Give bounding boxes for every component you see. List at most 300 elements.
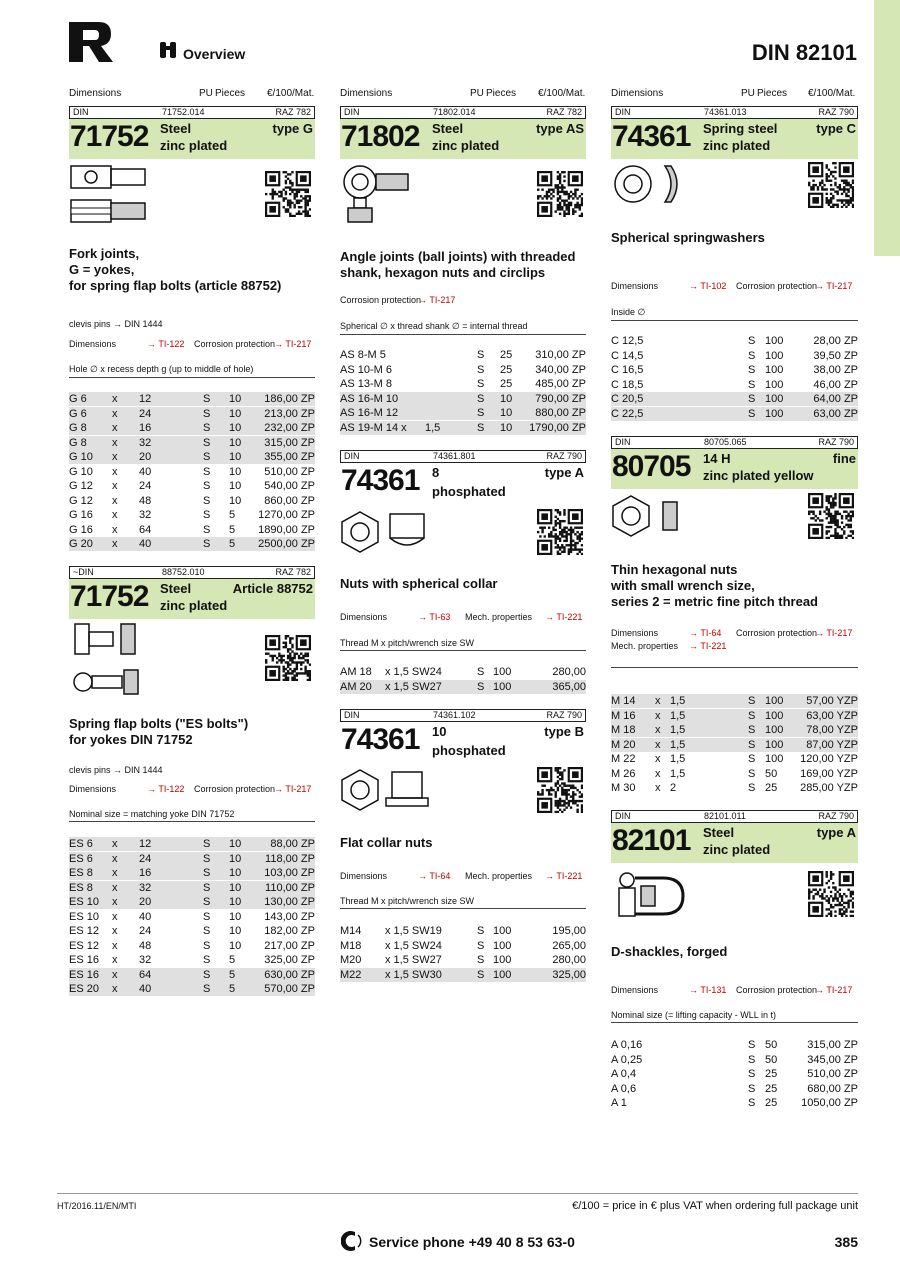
section-title-3: for spring flap bolts (article 88752) [69, 278, 282, 293]
col-head-pieces: Pieces [215, 88, 246, 99]
section-title: Thin hexagonal nuts [611, 562, 738, 577]
cell-a: C 12,5 [611, 335, 644, 347]
cell-q: 100 [493, 666, 512, 678]
col-head-price: €/100/Mat. [538, 88, 586, 99]
cell-price: 485,00 ZP [535, 378, 586, 390]
cell-b: 40 [139, 983, 152, 995]
product-number: 71802 [341, 120, 420, 153]
dimensions-label: Dimensions [611, 281, 659, 291]
cell-b: 1,5 [670, 767, 686, 780]
dimensions-label: Dimensions [611, 628, 659, 638]
raz-code: RAZ 790 [546, 710, 582, 720]
table-row [69, 537, 315, 551]
cell-x: x [112, 494, 118, 507]
col-head-price: €/100/Mat. [267, 88, 315, 99]
qr-code-icon [265, 635, 311, 681]
table-row [69, 982, 315, 996]
table-row [340, 392, 586, 406]
dimensions-link[interactable]: → TI-122 [147, 784, 185, 794]
cell-q: 10 [229, 393, 242, 405]
cell-a: ES 20 [69, 983, 99, 995]
cell-q: 100 [765, 407, 784, 420]
cell-q: 100 [765, 364, 784, 376]
cell-price: 265,00 [552, 939, 586, 952]
cell-s: S [203, 465, 211, 478]
cell-q: 100 [493, 939, 512, 952]
cell-price: 2500,00 ZP [258, 538, 315, 550]
table-row [69, 407, 315, 421]
cell-a: G 20 [69, 538, 93, 550]
cell-price: 570,00 ZP [264, 983, 315, 995]
dimensions-link[interactable]: → TI-64 [418, 871, 451, 881]
product-type: fine [832, 451, 856, 466]
cell-s: S [203, 983, 211, 995]
cell-x: x [112, 480, 118, 492]
corrosion-label: Corrosion protection [736, 628, 818, 638]
cell-q: 100 [765, 709, 784, 722]
cell-a: M 22 [611, 753, 636, 765]
col-head-pieces: Pieces [486, 88, 517, 99]
cell-x: x [112, 968, 118, 981]
table-row [69, 450, 315, 464]
cell-a: G 16 [69, 523, 93, 536]
dimensions-link[interactable]: → TI-64 [689, 628, 722, 638]
mech-link[interactable]: → TI-221 [545, 871, 583, 881]
table-row [611, 349, 858, 363]
cell-a: G 8 [69, 436, 87, 449]
cell-a: M 20 [611, 738, 636, 751]
cell-price: 1890,00 ZP [258, 523, 315, 536]
service-phone[interactable]: Service phone +49 40 8 53 63-0 [369, 1234, 575, 1250]
cell-b: 64 [139, 968, 152, 981]
cell-s: S [203, 881, 211, 894]
corrosion-label: Corrosion protection [194, 784, 276, 794]
cell-s: S [203, 896, 211, 908]
cell-b: 1,5 [425, 421, 441, 434]
cell-price: 1790,00 ZP [529, 421, 586, 434]
table-row [611, 709, 858, 723]
cell-a: M 26 [611, 767, 636, 780]
article-code: 88752.010 [162, 567, 205, 577]
product-number: 74361 [612, 120, 691, 153]
cell-a: ES 8 [69, 881, 93, 894]
cell-price: 46,00 ZP [813, 378, 858, 391]
cell-s: S [748, 393, 756, 405]
product-number: 71752 [70, 120, 149, 153]
cell-b: 24 [139, 925, 152, 937]
cell-s: S [203, 538, 211, 550]
cell-x: x [112, 538, 118, 550]
cell-s: S [748, 724, 756, 736]
cell-price: 232,00 ZP [264, 422, 315, 434]
cell-a: A 0,16 [611, 1039, 643, 1051]
din-label: DIN [344, 710, 360, 720]
din-bar [611, 436, 858, 449]
flat-collar-nut-drawing [340, 768, 430, 812]
cell-x: x [655, 738, 661, 751]
footer-note: €/100 = price in € plus VAT when ordering full package unit [572, 1200, 858, 1212]
cell-s: S [477, 421, 485, 434]
dimensions-link[interactable]: → TI-122 [147, 339, 185, 349]
cell-s: S [477, 925, 485, 937]
cell-b: 40 [139, 538, 152, 550]
cell-s: S [203, 523, 211, 536]
cell-price: 217,00 ZP [264, 939, 315, 952]
material-2: zinc plated yellow [703, 468, 814, 483]
cell-x: x [112, 939, 118, 952]
cell-x: x [655, 782, 661, 794]
cell-s: S [748, 782, 756, 794]
cell-s: S [203, 939, 211, 952]
cell-s: S [477, 939, 485, 952]
cell-q: 10 [229, 925, 242, 937]
d-shackle-drawing [611, 866, 691, 922]
clevis-note: clevis pins → DIN 1444 [69, 319, 163, 329]
cell-x: x [112, 451, 118, 463]
raz-code: RAZ 790 [818, 107, 854, 117]
cell-price: 630,00 ZP [264, 968, 315, 981]
section-title-2: shank, hexagon nuts and circlips [340, 265, 546, 280]
qr-code-icon [265, 171, 311, 217]
raz-code: RAZ 782 [275, 567, 311, 577]
cell-s: S [748, 1039, 756, 1051]
article-code: 74361.102 [433, 710, 476, 720]
cell-q: 50 [765, 767, 778, 780]
cell-q: 10 [229, 910, 242, 923]
table-row [69, 436, 315, 450]
mech-link[interactable]: → TI-221 [545, 612, 583, 622]
cell-price: 195,00 [552, 925, 586, 937]
cell-a: M 14 [611, 695, 636, 707]
table-row [611, 363, 858, 377]
cell-q: 100 [493, 954, 512, 966]
section-title: Angle joints (ball joints) with threaded [340, 249, 576, 264]
cell-x: x [112, 523, 118, 536]
cell-price: 28,00 ZP [813, 335, 858, 347]
cell-x: x [112, 954, 118, 966]
cell-s: S [748, 1082, 756, 1095]
qr-code-icon [808, 493, 854, 539]
cell-a: AM 18 [340, 666, 372, 678]
cell-a: G 12 [69, 494, 93, 507]
din-label: DIN [615, 107, 631, 117]
din-label: DIN [73, 107, 89, 117]
material-2: zinc plated [703, 138, 771, 153]
product-type: type A [816, 825, 856, 840]
corrosion-link[interactable]: → TI-217 [274, 339, 312, 349]
din-bar [69, 106, 315, 119]
cell-b: 20 [139, 451, 152, 463]
cell-q: 10 [229, 451, 242, 463]
cell-price: 38,00 ZP [813, 364, 858, 376]
cell-a: G 12 [69, 480, 93, 492]
cell-b: 1,5 [670, 695, 686, 707]
cell-q: 10 [229, 465, 242, 478]
cell-x: x [112, 925, 118, 937]
cell-a: M18 [340, 939, 362, 952]
cell-price: 510,00 ZP [807, 1068, 858, 1080]
col-head-dimensions: Dimensions [69, 88, 122, 99]
qr-code-icon [537, 509, 583, 555]
table-header: Hole ∅ x recess depth g (up to middle of hole) [69, 364, 315, 378]
table-row [69, 910, 315, 924]
cell-q: 10 [229, 852, 242, 865]
cell-a: C 14,5 [611, 349, 644, 362]
table-row [611, 767, 858, 781]
cell-a: G 10 [69, 451, 93, 463]
cell-s: S [203, 954, 211, 966]
cell-q: 10 [229, 838, 242, 850]
table-row [69, 494, 315, 508]
article-code: 74361.801 [433, 451, 476, 461]
corrosion-link[interactable]: → TI-217 [418, 295, 456, 305]
table-header: Inside ∅ [611, 307, 858, 321]
cell-s: S [477, 363, 485, 376]
cell-q: 10 [229, 407, 242, 420]
table-row [611, 1082, 858, 1096]
cell-a: M 30 [611, 782, 636, 794]
corrosion-link[interactable]: → TI-217 [815, 628, 853, 638]
cell-q: 5 [229, 523, 236, 536]
table-row [611, 752, 858, 766]
table-row [69, 523, 315, 537]
cell-price: 310,00 ZP [535, 349, 586, 361]
din-bar [69, 566, 315, 579]
cell-q: 25 [765, 1097, 778, 1109]
material-2: zinc plated [160, 598, 228, 613]
col-head-dimensions: Dimensions [340, 88, 393, 99]
mech-link[interactable]: → TI-221 [689, 641, 727, 651]
cell-price: 110,00 ZP [265, 881, 315, 894]
table-row [340, 406, 586, 420]
cell-a: AS 10-M 6 [340, 363, 392, 376]
mech-label: Mech. properties [465, 871, 533, 881]
chapter-tab [874, 0, 900, 256]
cell-s: S [748, 364, 756, 376]
section-title: Fork joints, [69, 246, 140, 261]
cell-s: S [477, 666, 485, 678]
product-type: type AS [536, 121, 584, 136]
corrosion-link[interactable]: → TI-217 [815, 281, 853, 291]
corrosion-link[interactable]: → TI-217 [815, 985, 853, 995]
material-1: 8 [432, 465, 440, 480]
cell-a: ES 12 [69, 939, 99, 952]
mech-label: Mech. properties [611, 641, 679, 651]
cell-b: 48 [139, 494, 152, 507]
cell-q: 100 [493, 680, 512, 693]
cell-q: 25 [765, 782, 778, 794]
raz-code: RAZ 782 [275, 107, 311, 117]
cell-price: 39,50 ZP [813, 349, 858, 362]
cell-q: 10 [500, 392, 513, 405]
corrosion-link[interactable]: → TI-217 [274, 784, 312, 794]
cell-q: 100 [765, 393, 784, 405]
col-head-pieces: Pieces [757, 88, 788, 99]
binoculars-icon [158, 40, 178, 60]
table-divider [611, 667, 858, 668]
clevis-note: clevis pins → DIN 1444 [69, 765, 163, 775]
fork-joint-drawing [69, 160, 149, 226]
table-row [340, 348, 586, 362]
product-number: 74361 [341, 464, 420, 497]
cell-a: M 16 [611, 709, 636, 722]
section-title: Flat collar nuts [340, 835, 433, 850]
cell-a: M22 [340, 968, 362, 981]
cell-q: 100 [765, 738, 784, 751]
cell-a: C 18,5 [611, 378, 644, 391]
cell-price: 325,00 [552, 968, 586, 981]
cell-a: ES 6 [69, 838, 93, 850]
cell-b: 1,5 [670, 738, 686, 751]
table-row [69, 392, 315, 406]
cell-a: AS 8-M 5 [340, 349, 386, 361]
cell-s: S [203, 925, 211, 937]
article-code: 74361.013 [704, 107, 747, 117]
din-label: DIN [344, 451, 360, 461]
cell-b: x 1,5 SW30 [385, 968, 442, 981]
cell-q: 25 [500, 378, 513, 390]
cell-a: ES 6 [69, 852, 93, 865]
table-header: Nominal size = matching yoke DIN 71752 [69, 809, 315, 822]
cell-price: 355,00 ZP [264, 451, 315, 463]
table-row [69, 939, 315, 953]
cell-b: x 1,5 SW27 [385, 954, 442, 966]
cell-s: S [748, 335, 756, 347]
material-2: phosphated [432, 484, 506, 499]
cell-s: S [203, 509, 211, 521]
cell-s: S [748, 1068, 756, 1080]
table-header: Nominal size (= lifting capacity - WLL in t) [611, 1010, 858, 1023]
col-head-price: €/100/Mat. [808, 88, 856, 99]
cell-x: x [112, 896, 118, 908]
din-label: DIN [615, 811, 631, 821]
table-row [340, 665, 586, 679]
cell-x: x [112, 393, 118, 405]
angle-joint-drawing [340, 160, 420, 230]
cell-q: 5 [229, 538, 236, 550]
cell-a: ES 12 [69, 925, 99, 937]
cell-a: ES 16 [69, 954, 99, 966]
product-number: 80705 [612, 450, 691, 483]
cell-price: 345,00 ZP [807, 1053, 858, 1066]
table-row [69, 852, 315, 866]
material-1: 10 [432, 724, 447, 739]
table-row [69, 421, 315, 435]
product-number: 82101 [612, 824, 691, 857]
article-code: 71752.014 [162, 107, 205, 117]
section-title-2: G = yokes, [69, 262, 135, 277]
cell-s: S [748, 1097, 756, 1109]
cell-q: 10 [229, 867, 242, 879]
product-type: type B [544, 724, 584, 739]
dimensions-label: Dimensions [340, 871, 388, 881]
section-title-2: with small wrench size, [611, 578, 755, 593]
table-header: Thread M x pitch/wrench size SW [340, 896, 586, 909]
qr-code-icon [537, 171, 583, 217]
cell-x: x [112, 852, 118, 865]
cell-s: S [477, 378, 485, 390]
cell-q: 5 [229, 509, 236, 521]
cell-a: M 18 [611, 724, 636, 736]
cell-price: 87,00 YZP [806, 738, 858, 751]
product-type: type C [816, 121, 856, 136]
table-row [340, 968, 586, 982]
cell-price: 315,00 ZP [807, 1039, 858, 1051]
cell-price: 88,00 ZP [270, 838, 315, 850]
cell-q: 10 [500, 407, 513, 419]
cell-q: 10 [229, 480, 242, 492]
cell-q: 10 [229, 494, 242, 507]
cell-b: 1,5 [670, 724, 686, 736]
cell-b: 24 [139, 480, 152, 492]
cell-s: S [748, 709, 756, 722]
cell-x: x [112, 867, 118, 879]
cell-a: A 1 [611, 1097, 627, 1109]
cell-q: 10 [229, 896, 242, 908]
cell-a: ES 8 [69, 867, 93, 879]
cell-s: S [203, 436, 211, 449]
raz-code: RAZ 790 [546, 451, 582, 461]
table-row [340, 924, 586, 938]
cell-a: AS 19-M 14 x [340, 421, 407, 434]
cell-s: S [477, 407, 485, 419]
cell-q: 5 [229, 968, 236, 981]
cell-s: S [748, 349, 756, 362]
cell-price: 57,00 YZP [806, 695, 858, 707]
cell-a: A 0,25 [611, 1053, 643, 1066]
cell-a: AS 16-M 10 [340, 392, 399, 405]
cell-x: x [112, 509, 118, 521]
table-row [340, 939, 586, 953]
corrosion-label: Corrosion protection [194, 339, 276, 349]
dimensions-link[interactable]: → TI-131 [689, 985, 727, 995]
cell-price: 143,00 ZP [264, 910, 315, 923]
thin-hex-nut-drawing [611, 494, 691, 538]
dimensions-link[interactable]: → TI-63 [418, 612, 451, 622]
overview-label: Overview [183, 46, 246, 62]
page-number: 385 [834, 1234, 858, 1250]
raz-code: RAZ 790 [818, 811, 854, 821]
cell-x: x [112, 422, 118, 434]
table-row [340, 680, 586, 694]
table-row [611, 1053, 858, 1067]
col-head-pu: PU [741, 88, 755, 99]
cell-price: 118,00 ZP [265, 852, 315, 865]
cell-price: 510,00 ZP [264, 465, 315, 478]
dimensions-link[interactable]: → TI-102 [689, 281, 727, 291]
phone-icon [341, 1229, 365, 1253]
cell-s: S [203, 494, 211, 507]
cell-a: A 0,4 [611, 1068, 637, 1080]
cell-x: x [112, 465, 118, 478]
qr-code-icon [808, 871, 854, 917]
table-row [69, 465, 315, 479]
cell-price: 1270,00 ZP [258, 509, 315, 521]
cell-a: ES 10 [69, 910, 99, 923]
cell-s: S [203, 422, 211, 434]
cell-a: G 6 [69, 407, 87, 420]
dimensions-label: Dimensions [69, 784, 117, 794]
cell-s: S [477, 954, 485, 966]
cell-q: 10 [229, 939, 242, 952]
table-row [69, 953, 315, 967]
springwasher-drawing [611, 162, 691, 206]
cell-q: 100 [493, 968, 512, 981]
cell-q: 25 [500, 349, 513, 361]
cell-q: 5 [229, 954, 236, 966]
product-type: type G [272, 121, 313, 136]
table-row [611, 334, 858, 348]
